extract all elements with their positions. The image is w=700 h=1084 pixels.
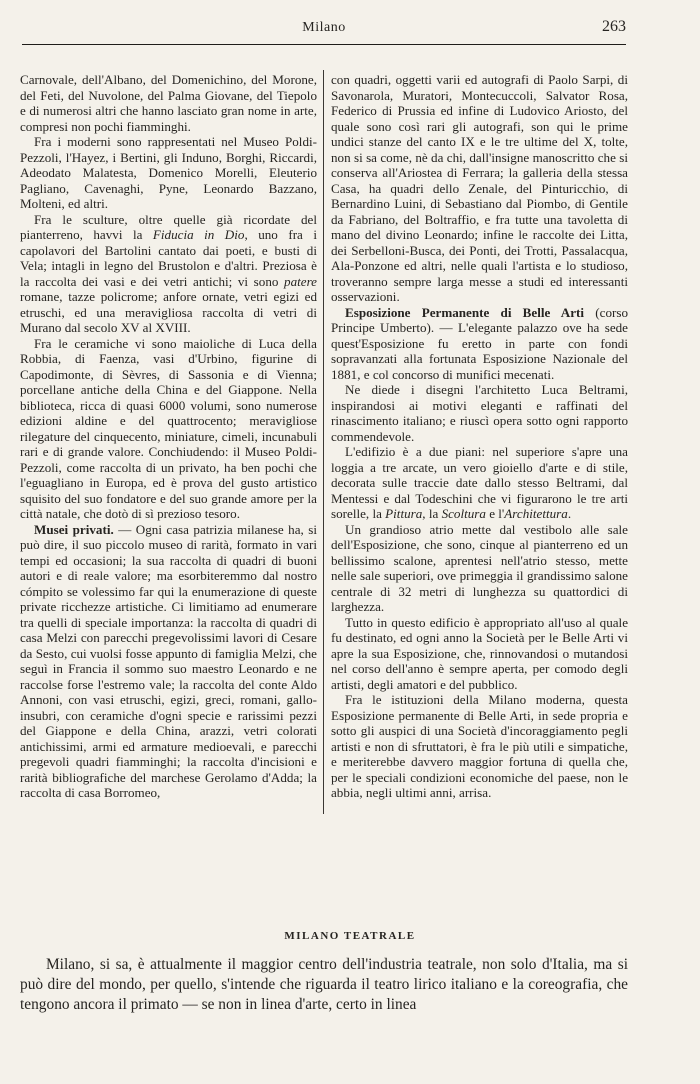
section-title: MILANO TEATRALE [284, 930, 416, 942]
paragraph: Fra i moderni sono rappresentati nel Museo Poldi-Pezzoli, l'Hayez, i Bertini, gli Induno, Borghi, Riccardi, Adeodato Malatesta, Domenico Morelli, Eleuterio Pagliano, Cavenaghi, Pyne, Leonardo Bazzano, Molteni, ed altri. [20, 134, 317, 211]
text-run: , uno fra i capolavori del Bartolini cantato dai poeti, e busti di Vela; intagli in legno del Brustolon e d'altri. Preziosa è la raccolta dei vasi e dei vetri antichi; vi sono [20, 227, 317, 289]
paragraph: Milano, si sa, è attualmente il maggior centro dell'industria teatrale, non solo d'Italia, ma si può dire del mondo, per quello, s'intende che riguarda il teatro lirico italiano e la coreografia, che tengono ancora il primato — se non in linea d'arte, certo in linea [20, 956, 628, 1013]
right-column [331, 72, 628, 801]
text-run: — Ogni casa patrizia milanese ha, si può dire, il suo piccolo museo di rarità, formato in vari tempi ed occasioni; la sua raccolta di quadri di buoni autori e di reale valore; ma esorbiteremmo dal nostro cómpito se volessimo far qui la enumerazione di queste private ricchezze artistiche. Ci limitiamo ad enumerare tra quelli di speciale importanza: la raccolta di quadri di casa Melzi con parecchi pregevolissimi lavori di Cesare da Sesto, cui vuolsi fosse appunto di famiglia Melzi, che seguì in Francia il sommo suo maestro Leonardo e ne raccolse forse l'estremo vale; la raccolta del conte Aldo Annoni, con vasi etruschi, egizi, greci, romani, gallo-insubri, con ceramiche d'ogni specie e rarissimi pezzi del Giappone e della China, arazzi, vetri colorati antichissimi, armi ed armature medioevali, e parecchi pregevoli quadri fiamminghi; la raccolta d'incisioni e rarità bibliografiche del marchese Gerolamo d'Adda; la raccolta di casa Borromeo, [20, 521, 317, 800]
paragraph [331, 305, 628, 383]
text-run: , la [422, 506, 442, 521]
text-run: (corso Principe Umberto). — L'elegante palazzo ove ha sede quest'Esposizione fu eretto in parte con fondi sopravanzati alla fortunata Esposizione Nazionale del 1881, e col concorso di munifici mecenati. [331, 304, 628, 382]
text-run: Fra le sculture, oltre quelle già ricordate del pianterreno, havvi la [20, 211, 317, 242]
paragraph: Fra le istituzioni della Milano moderna, questa Esposizione permanente di Belle Arti, in sede propria e sotto gli auspici di una Società d'incoraggiamento pegli artisti e non di sfruttatori, è fra le più utili e simpatiche, e meriterebbe davvero maggior fortuna di quella che, per le speciali condizioni economiche del paese, non le abbia, negli ultimi anni, arrisa. [331, 692, 628, 800]
text-run: e l' [485, 506, 505, 521]
page-number: 263 [602, 18, 626, 35]
subheading: Musei privati. [34, 521, 114, 537]
paragraph: con quadri, oggetti varii ed autografi di Paolo Sarpi, di Savonarola, Muratori, Montecuccoli, Salvator Rosa, Federico di Prussia ed infine di Ludovico Ariosto, del quale sono così rari gli autografi, son qui le prime undici stanze del canto IX e le tre ultime del X, tolte, non si sa come, nè da chi, dall'insigne manoscritto che si conserva all'Ariostea di Ferrara; la galleria della stessa Casa, ha quadri dello Zenale, del Pinturicchio, di Bernardino Luini, di Sebastiano dal Piombo, di Gentile da Fabriano, del Boltraffio, e fra tutte una tavoletta di mano del divino Leonardo; infine le raccolte dei Litta, dei Serbelloni-Busca, dei Ponti, dei Trotti, Passalacqua, Ala-Ponzone ed altri, nelle quali l'artista e lo studioso, troveranno sempre larga messe a studi ed interessanti osservazioni. [331, 72, 628, 304]
paragraph [20, 212, 317, 336]
italic-term: Pittura [385, 506, 423, 521]
text-run: L'edifizio è a due piani: nel superiore s'apre una loggia a tre arcate, un vero gioiello d'arte e di stile, decorata sulle traccie date dallo stesso Beltrami, dal Mentessi e dal Todeschini che vi figurarono le tre arti sorelle, la [331, 444, 628, 521]
paragraph: Un grandioso atrio mette dal vestibolo alle sale dell'Esposizione, che sono, cinque al pianterreno ed un bellissimo scalone, aprentesi nell'atrio stesso, mette nelle sale superiori, ove primeggia il grandissimo salone centrale di 32 metri di lunghezza su quattordici di larghezza. [331, 521, 628, 614]
running-header [22, 16, 626, 45]
section-body [20, 955, 628, 1015]
paragraph: Ne diede i disegni l'architetto Luca Beltrami, inspirandosi ai motivi eleganti e raffinati del rinascimento italiano; e riuscì opera sotto ogni rapporto commendevole. [331, 382, 628, 444]
paragraph: Tutto in questo edificio è appropriato all'uso al quale fu destinato, ed ogni anno la Società per le Belle Arti vi apre la sua Esposizione, che, rinnovandosi o mutandosi nel corso dell'anno è sempre aperta, per comodo degli artisti, degli amatori e del pubblico. [331, 614, 628, 692]
italic-term: Architettura [504, 506, 568, 521]
paragraph [331, 444, 628, 522]
left-column [20, 72, 317, 801]
paragraph: Carnovale, dell'Albano, del Domenichino, del Morone, del Feti, del Nuvolone, del Palma Giovane, del Tiepolo e di numerosi altri che hanno lasciato gran nome in arte, compresi non pochi fiamminghi. [20, 72, 317, 134]
subheading: Esposizione Permanente di Belle Arti [345, 304, 585, 320]
italic-term: patere [284, 273, 317, 289]
text-run: romane, tazze policrome; anfore ornate, vetri egizi ed etruschi, ed una meravigliosa raccolta di vetri di Murano dal secolo XV al XVIII. [20, 289, 317, 335]
column-divider [323, 70, 324, 814]
header-title: Milano [302, 20, 346, 35]
paragraph: Fra le ceramiche vi sono maioliche di Luca della Robbia, di Faenza, vasi d'Urbino, figurine di Capodimonte, di Sèvres, di Sassonia e di Vienna; porcellane antiche della China e del Giappone. Nella biblioteca, ricca di quasi 6000 volumi, sono numerose edizioni aldine e del quattrocento; meravigliose rilegature del cinquecento, miniature, cimeli, incunabuli rari e di grande valore. Conchiudendo: il Museo Poldi-Pezzoli, come raccolta di un privato, ha ben pochi che l'eguagliano in Europa, ed è prova del gusto artistico squisito del suo fondatore e del suo grande amore per la città natale, che dotò di sì prezioso tesoro. [20, 335, 317, 521]
paragraph [20, 522, 317, 801]
italic-title: Fiducia in Dio [152, 227, 245, 242]
italic-term: Scoltura [441, 506, 486, 521]
text-run: . [567, 506, 572, 521]
